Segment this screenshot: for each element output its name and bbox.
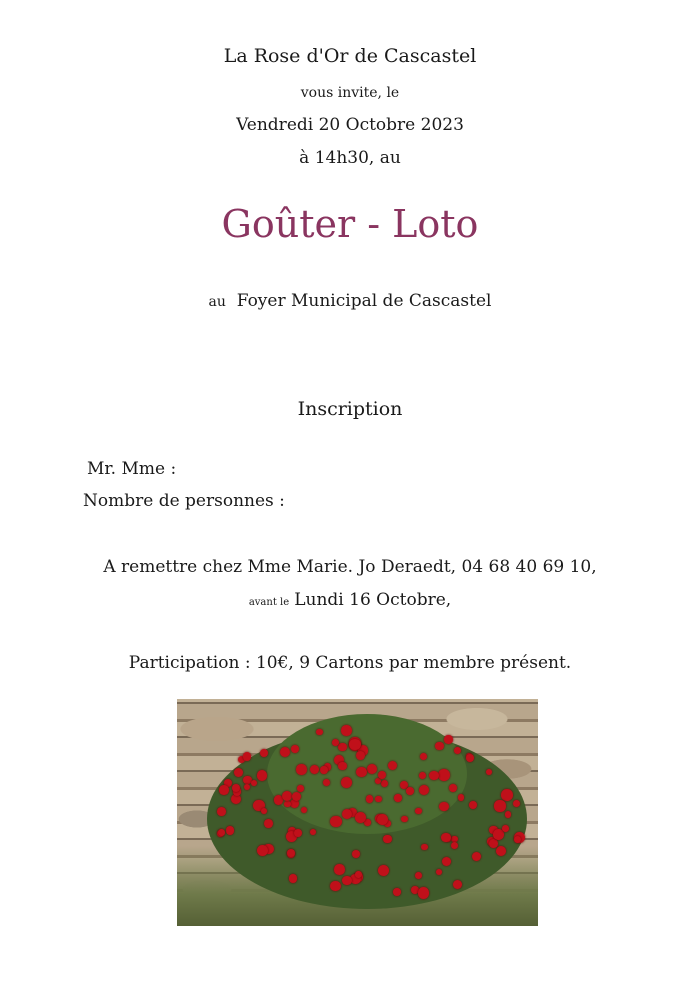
rose-flower [296, 764, 306, 774]
event-date: Vendredi 20 Octobre 2023 [236, 115, 464, 135]
rose-flower [421, 844, 427, 850]
count-label: Nombre de personnes : [83, 491, 285, 511]
rose-flower [341, 777, 352, 788]
rose-flower [472, 852, 481, 861]
rose-flower [342, 876, 351, 885]
rose-flower [496, 846, 506, 856]
rose-flower [297, 785, 303, 791]
rose-flower [323, 779, 330, 786]
invite-text: vous invite, le [300, 85, 400, 101]
rose-flower [444, 735, 452, 743]
rose-bush-photo [177, 699, 538, 926]
rose-flower [356, 751, 365, 760]
venue-name: Foyer Municipal de Cascastel [236, 291, 492, 311]
rose-flower [383, 835, 391, 843]
rose-flower [419, 785, 429, 795]
rose-flower [514, 836, 521, 843]
rose-flower [393, 888, 401, 896]
rose-flower [320, 766, 327, 773]
rose-flower [449, 784, 457, 792]
rose-flower [316, 729, 322, 735]
return-info-line: A remettre chez Mme Marie. Jo Deraedt, 04 68 40 69 10, [103, 557, 597, 577]
rose-flower [458, 794, 465, 801]
name-label: Mr. Mme : [87, 459, 177, 479]
rose-flower [338, 743, 347, 752]
rose-flower [234, 768, 243, 777]
rose-flower [439, 802, 448, 811]
rose-flower [436, 869, 442, 875]
rose-flower [341, 725, 352, 736]
rose-flower [338, 762, 346, 770]
rose-flower [366, 795, 373, 802]
rose-flower [342, 809, 352, 819]
rose-flower [415, 808, 422, 815]
event-title: Goûter - Loto [221, 202, 479, 246]
rose-flower [502, 825, 509, 832]
rose-flower [394, 794, 402, 802]
deadline-line [0, 590, 700, 610]
rose-flower [349, 739, 360, 750]
rose-flower [330, 881, 341, 892]
rose-flower [406, 787, 414, 795]
rose-flower [367, 764, 377, 774]
venue-prefix: au [208, 294, 226, 310]
rose-flower [418, 887, 429, 898]
rose-flower [291, 745, 299, 753]
rose-flower [494, 800, 505, 811]
organizer-name: La Rose d'Or de Cascastel [223, 45, 477, 67]
rose-flower [334, 864, 344, 874]
participation: Participation : 10€, 9 Cartons par membre présent. [128, 653, 572, 673]
rose-flower [330, 816, 341, 827]
rose-flower [284, 801, 291, 808]
rose-flower [218, 829, 225, 836]
rose-flower [501, 789, 513, 801]
rose-flower [505, 811, 511, 817]
rose-flower [489, 839, 498, 848]
rose-flower [441, 833, 450, 842]
rose-flower [438, 769, 450, 781]
rose-flower [282, 791, 292, 801]
rose-flower [257, 770, 268, 781]
rose-flower [226, 826, 235, 835]
deadline: Lundi 16 Octobre, [294, 590, 452, 610]
venue [0, 291, 700, 311]
rose-flower [419, 772, 426, 779]
rose-flower [355, 871, 362, 878]
event-time: à 14h30, au [299, 148, 401, 168]
rose-flower [243, 752, 252, 761]
rose-flower [332, 739, 339, 746]
rose-flower [217, 807, 226, 816]
rose-flower [219, 785, 229, 795]
rose-flower [401, 816, 407, 822]
before-label: avant le [248, 597, 290, 608]
inscription-heading: Inscription [297, 398, 403, 420]
